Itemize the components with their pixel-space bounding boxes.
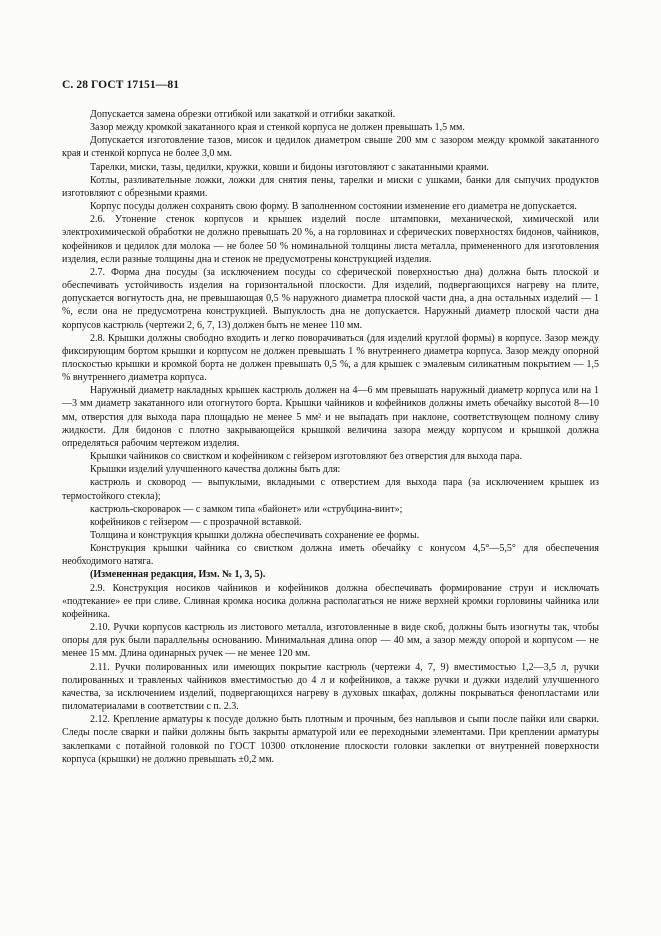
paragraph: 2.11. Ручки полированных или имеющих покрытие кастрюль (чертежи 4, 7, 9) вместимостью 1,2—3,5 л, ручки полированных и травленых чайников вместимостью до 4 л и кофейников, а также ручки и дужки изделий улучшенного качества, за исключением изделий, подвергающихся нагреву в духовых шкафах, должны покрываться фенопластами или пиломатериалами в соответствии с п. 2.3. <box>62 661 599 713</box>
document-body <box>62 108 599 766</box>
paragraph: Зазор между кромкой закатанного края и стенкой корпуса не должен превышать 1,5 мм. <box>90 122 465 134</box>
paragraph: 2.7. Форма дна посуды (за исключением посуды со сферической поверхностью дна) должна быть плоской и обеспечивать устойчивость изделия на горизонтальной плоскости. Для изделий, подвергающихся нагреву на плите, допускается вогнутость дна, не превышающая 0,5 % наружного диаметра плоской части дна, а дна остальных изделий — 1 %, если она не предусмотрена конструкцией. Выпуклость дна не допускается. Наружный диаметр плоской части дна корпусов кастрюль (чертежи 2, 6, 7, 13) должен быть не менее 110 мм. <box>62 266 599 331</box>
paragraph: Корпус посуды должен сохранять свою форму. В заполненном состоянии изменение его диаметра не допускается. <box>90 201 577 213</box>
paragraph: Допускается изготовление тазов, мисок и цедилок диаметром свыше 200 мм с зазором между кромкой закатанного края и стенкой корпуса не более 3,0 мм. <box>62 135 599 160</box>
paragraph: Тарелки, миски, тазы, цедилки, кружки, ковши и бидоны изготовляют с закатанными краями. <box>90 161 489 173</box>
paragraph: Конструкция крышки чайника со свистком должна иметь обечайку с конусом 4,5°—5,5° для обеспечения необходимого натяга. <box>62 543 599 568</box>
paragraph: кастрюль-скороварок — с замком типа «байонет» или «струбцина-винт»; <box>90 503 403 515</box>
paragraph: Наружный диаметр накладных крышек кастрюль должен на 4—6 мм превышать наружный диаметр корпуса или на 1—3 мм диаметр закатанного или отогнутого борта. Крышки чайников и кофейников должны иметь обечайку высотой 8—10 мм, отверстия для выхода пара площадью не менее 5 мм² и не выпадать при наклоне, соответствующем полному сливу жидкости. Для бидонов с плотно закрывающейся крышкой величина зазора между корпусом и крышкой должна определяться рабочим чертежом изделия. <box>62 385 599 449</box>
paragraph: 2.10. Ручки корпусов кастрюль из листового металла, изготовленные в виде скоб, должны быть изогнуты так, чтобы опоры для рук были параллельны основанию. Минимальная длина опор — 40 мм, а зазор между опорой и корпусом — не менее 15 мм. Длина одинарных ручек — не менее 120 мм. <box>62 622 599 660</box>
paragraph: Толщина и конструкция крышки должна обеспечивать сохранение ее формы. <box>90 530 420 541</box>
paragraph: Котлы, разливательные ложки, ложки для снятия пены, тарелки и миски с ушками, банки для сыпучих продуктов изготовляют с обрезными краями. <box>62 174 599 199</box>
paragraph: 2.9. Конструкция носиков чайников и кофейников должна обеспечивать формирование струи и исключать «подтекание» ее при сливе. Сливная кромка носика должна располагаться не ниже верхней кромки горловины чайника или кофейника. <box>62 582 599 620</box>
paragraph: Крышки чайников со свистком и кофейником с гейзером изготовляют без отверстия для выхода пара. <box>90 451 522 463</box>
paragraph: кофейников с гейзером — с прозрачной вставкой. <box>90 516 302 528</box>
paragraph: кастрюль и сковород — выпуклыми, вкладными с отверстием для выхода пара (за исключением крышек из термостойкого стекла); <box>62 477 599 502</box>
paragraph: 2.8. Крышки должны свободно входить и легко поворачиваться (для изделий круглой формы) в корпусе. Зазор между фиксирующим бортом крышки и корпусом не должен превышать 1 % внутреннего диаметра корпуса. Зазор между опорной плоскостью крышки и кромкой борта не должен превышать 0,5 %, а для крышек с эмалевым силикатным покрытием — 1,5 % внутреннего диаметра корпуса. <box>62 332 599 384</box>
paragraph: Допускается замена обрезки отгибкой или закаткой и отгибки закаткой. <box>90 109 396 120</box>
paragraph: 2.12. Крепление арматуры к посуде должно быть плотным и прочным, без наплывов и сыпи после пайки или сварки. Следы после сварки и пайки должны быть закрыты арматурой или ее переходными элементами. При креплении арматуры заклепками с потайной головкой по ГОСТ 10300 отклонение плоскости головки заклепки от внутренней поверхности корпуса (крышки) не должно превышать ±0,2 мм. <box>62 714 599 765</box>
page-header: С. 28 ГОСТ 17151—81 <box>62 79 180 91</box>
amendment-note: (Измененная редакция, Изм. № 1, 3, 5). <box>90 569 266 581</box>
paragraph: Крышки изделий улучшенного качества должны быть для: <box>90 464 341 476</box>
paragraph: 2.6. Утонение стенок корпусов и крышек изделий после штамповки, механической, химической или электрохимической обработки не должно превышать 20 %, а на горловинах и сферических поверхностях бидонов, чайников, кофейников и цедилок для молока — не более 50 % номинальной толщины листа металла, примененного для изготовления изделия, если разные толщины дна и стенок не предусмотрены конструкцией изделия. <box>62 214 599 265</box>
